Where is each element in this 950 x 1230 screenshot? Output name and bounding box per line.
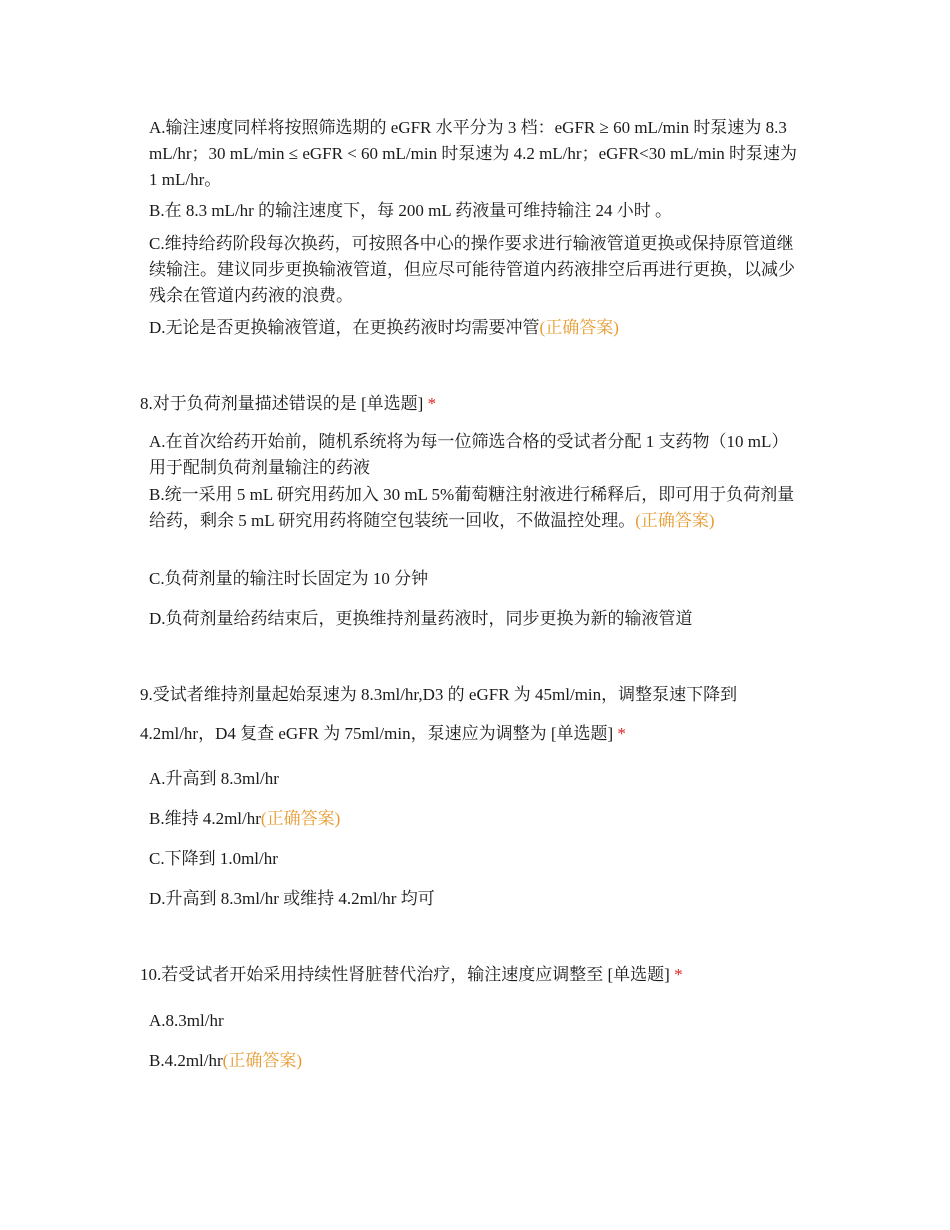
q8-title (140, 391, 810, 417)
q8-option-c-text: C.负荷剂量的输注时长固定为 10 分钟 (149, 569, 429, 588)
q7-option-a (149, 115, 804, 193)
q9-option-c (149, 846, 804, 872)
q10-title (140, 962, 810, 988)
correct-answer-badge: (正确答案) (260, 809, 341, 828)
q10-option-b-text: B.4.2ml/hr (149, 1051, 223, 1070)
q10-option-a (149, 1008, 804, 1034)
required-mark: * (674, 965, 683, 984)
q7-option-c (149, 231, 804, 309)
q8-title-text: 8.对于负荷剂量描述错误的是 [单选题] (140, 394, 424, 413)
q9-option-d-text: D.升高到 8.3ml/hr 或维持 4.2ml/hr 均可 (149, 889, 435, 908)
q8-option-d (149, 606, 804, 632)
q7-option-a-text: A.输注速度同样将按照筛选期的 eGFR 水平分为 3 档：eGFR ≥ 60 mL/min 时泵速为 8.3 mL/hr；30 mL/min ≤ eGFR < 60 mL/min 时泵速为 4.2 mL/hr；eGFR<30 mL/min 时泵速为 1 mL/hr。 (149, 118, 798, 189)
q9-option-b-text: B.维持 4.2ml/hr (149, 809, 261, 828)
q9-title-line1-text: 9.受试者维持剂量起始泵速为 8.3ml/hr,D3 的 eGFR 为 45ml/min，调整泵速下降到 (140, 685, 738, 704)
q10-option-a-text: A.8.3ml/hr (149, 1011, 224, 1030)
q8-option-d-text: D.负荷剂量给药结束后，更换维持剂量药液时，同步更换为新的输液管道 (149, 609, 693, 628)
q9-option-c-text: C.下降到 1.0ml/hr (149, 849, 278, 868)
correct-answer-badge: (正确答案) (222, 1051, 302, 1070)
q7-option-b-text: B.在 8.3 mL/hr 的输注速度下，每 200 mL 药液量可维持输注 24 小时 。 (149, 201, 673, 220)
q9-title-line2 (140, 721, 810, 747)
q9-option-b (149, 806, 804, 832)
q10-title-text: 10.若受试者开始采用持续性肾脏替代治疗，输注速度应调整至 [单选题] (140, 965, 670, 984)
q10-option-b (149, 1048, 804, 1074)
q9-option-d (149, 886, 804, 912)
q8-option-c (149, 566, 804, 592)
required-mark: * (427, 394, 437, 413)
q8-option-b (149, 482, 804, 534)
q7-option-c-text: C.维持给药阶段每次换药，可按照各中心的操作要求进行输液管道更换或保持原管道继续输注。建议同步更换输液管道，但应尽可能待管道内药液排空后再进行更换，以减少残余在管道内药液的浪费。 (149, 234, 795, 305)
q9-title-line2-text: 4.2ml/hr，D4 复查 eGFR 为 75ml/min，泵速应为调整为 [单选题] (140, 724, 614, 743)
required-mark: * (617, 724, 626, 743)
correct-answer-badge: (正确答案) (539, 318, 619, 337)
q8-option-a (149, 429, 804, 481)
q9-title-line1 (140, 682, 810, 708)
q8-option-b-text: B.统一采用 5 mL 研究用药加入 30 mL 5%葡萄糖注射液进行稀释后，即可用于负荷剂量给药，剩余 5 mL 研究用药将随空包装统一回收，不做温控处理。 (149, 485, 795, 530)
q7-option-d-text: D.无论是否更换输液管道，在更换药液时均需要冲管 (149, 318, 540, 337)
q9-option-a-text: A.升高到 8.3ml/hr (149, 769, 279, 788)
q9-option-a (149, 766, 804, 792)
q7-option-b (149, 198, 804, 224)
q8-option-a-text: A.在首次给药开始前，随机系统将为每一位筛选合格的受试者分配 1 支药物（10 mL）用于配制负荷剂量输注的药液 (149, 432, 789, 477)
correct-answer-badge: (正确答案) (635, 511, 715, 530)
q7-option-d (149, 315, 804, 341)
